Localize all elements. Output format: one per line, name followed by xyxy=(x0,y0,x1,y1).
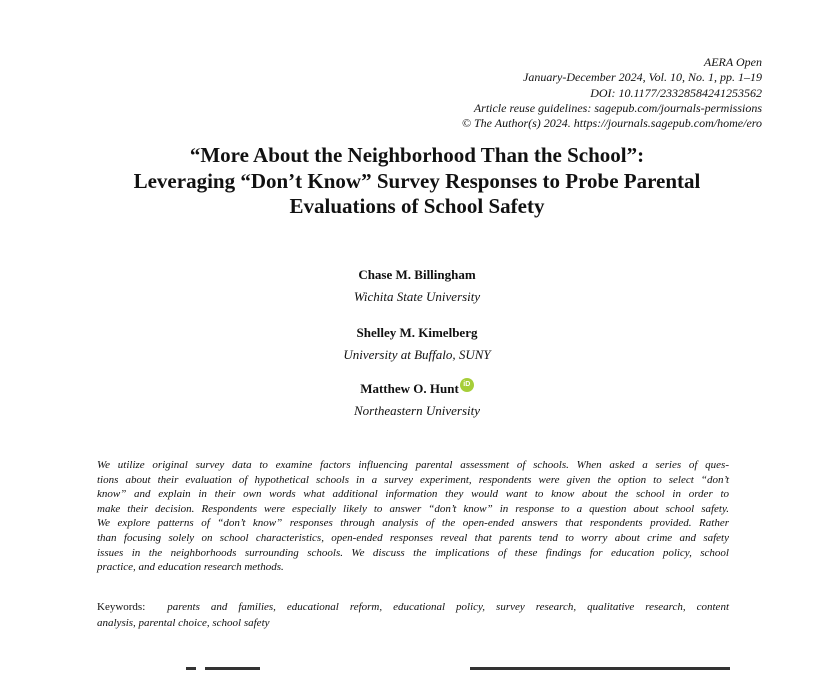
abstract-line: practice, and education research methods. xyxy=(97,561,284,574)
title-line-2: Leveraging “Don’t Know” Survey Responses to Probe Parental xyxy=(133,168,701,193)
abstract-line: We utilize original survey data to examine factors influencing parental assessment of schools. When asked a series of ques- xyxy=(97,459,729,471)
author-affiliation: University at Buffalo, SUNY xyxy=(343,347,491,362)
abstract xyxy=(97,458,729,575)
author-name-row xyxy=(360,380,474,397)
cut-off-text-fragment xyxy=(205,667,260,670)
keywords-label: Keywords: xyxy=(97,601,146,613)
author-affiliation: Wichita State University xyxy=(353,289,481,304)
keywords-line-2: analysis, parental choice, school safety xyxy=(97,616,270,629)
keywords-line-1 xyxy=(97,600,729,616)
journal-meta xyxy=(462,55,762,131)
author-1 xyxy=(0,266,834,305)
author-2 xyxy=(0,324,834,363)
keywords-text: parents and families, educational reform, educational policy, survey research, qualitative research, content xyxy=(167,601,729,613)
abstract-line: make their decision. Respondents were especially likely to answer “don’t know” in response to a question about school safety. xyxy=(97,502,729,515)
author-affiliation: Northeastern University xyxy=(353,403,480,418)
reuse-guidelines[interactable]: Article reuse guidelines: sagepub.com/journals-permissions xyxy=(473,100,762,115)
keywords xyxy=(97,600,729,631)
cut-off-text-fragment xyxy=(470,667,730,670)
author-3 xyxy=(0,380,834,419)
abstract-line: issues in the neighborhoods surrounding schools. We discuss the implications of these findings for education policy, school xyxy=(97,546,729,559)
orcid-icon[interactable]: iD xyxy=(460,378,474,392)
doi[interactable]: DOI: 10.1177/23328584241253562 xyxy=(590,85,762,100)
cut-off-text-fragment xyxy=(186,667,196,670)
author-name: Matthew O. Hunt xyxy=(360,381,459,396)
abstract-line: tions about their evaluation of hypothetical schools in a survey experiment, respondents were given the option to select “don’t xyxy=(97,473,729,486)
copyright: © The Author(s) 2024. https://journals.sagepub.com/home/ero xyxy=(461,116,762,131)
journal-name: AERA Open xyxy=(703,55,762,69)
abstract-line: We explore patterns of “don’t know” responses through analysis of the open-ended answers that respondents provided. Rather xyxy=(97,517,729,530)
abstract-line: know” and explain in their own words what additional information they would want to know about the school in order to xyxy=(97,488,729,501)
title-line-1: “More About the Neighborhood Than the School”: xyxy=(189,143,645,167)
title-line-3: Evaluations of School Safety xyxy=(289,194,545,218)
journal-issue: January-December 2024, Vol. 10, No. 1, pp. 1–19 xyxy=(523,70,762,85)
paper-title xyxy=(40,143,794,220)
abstract-line: than focusing solely on school characteristics, open-ended responses reveal that parents tend to worry about crime and safety xyxy=(97,531,729,544)
author-name: Chase M. Billingham xyxy=(358,267,476,282)
author-name: Shelley M. Kimelberg xyxy=(356,325,478,340)
